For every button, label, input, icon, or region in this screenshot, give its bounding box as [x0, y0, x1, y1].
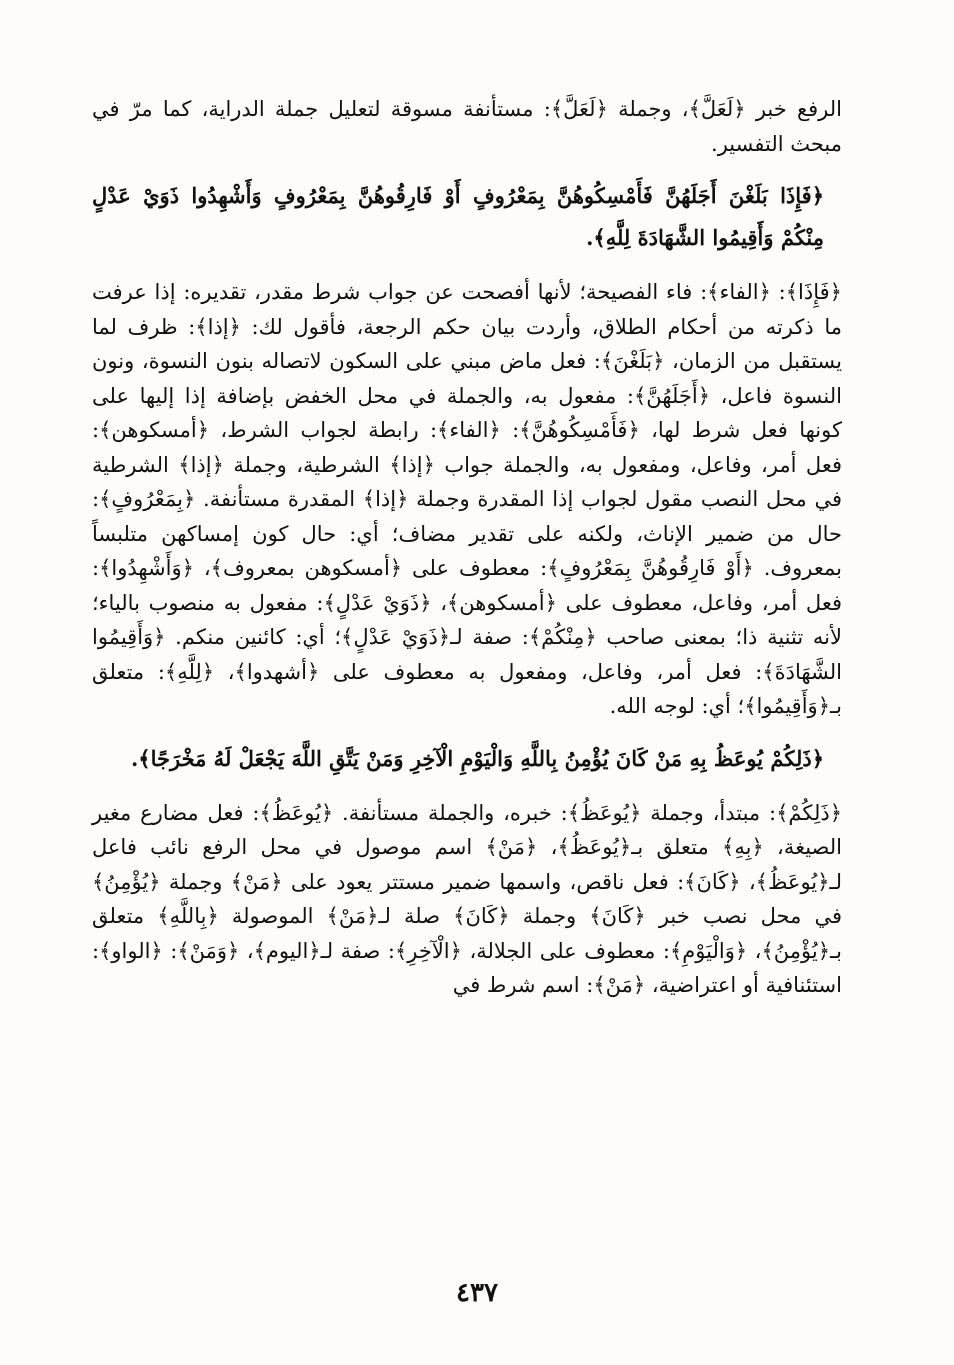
- paragraph-intro: الرفع خبر ﴿لَعَلَّ﴾، وجملة ﴿لَعَلَّ﴾: مستأنفة مسوقة لتعليل جملة الدراية، كما مرّ في مبحث التفسير.: [92, 97, 842, 156]
- verse-block-2: ﴿ذَلِكُمْ يُوعَظُ بِهِ مَنْ كَانَ يُؤْمِنُ بِاللَّهِ وَالْيَوْمِ الْآخِرِ وَمَنْ يَتَّقِ اللَّهَ يَجْعَلْ لَهُ مَخْرَجًا﴾.: [130, 745, 824, 771]
- paragraph-analysis-1: ﴿فَإِذَا﴾: ﴿الفاء﴾: فاء الفصيحة؛ لأنها أفصحت عن جواب شرط مقدر، تقديره: إذا عرفت ما ذكرته من أحكام الطلاق، وأردت بيان حكم الرجعة، فأقول لك: ﴿إذا﴾: ظرف لما يستقبل من الزمان، ﴿بَلَغْنَ﴾: فعل ماض مبني على السكون لاتصاله بنون النسوة، ونون النسوة فاعل، ﴿أَجَلَهُنَّ﴾: مفعول به، والجملة في محل الخفض بإضافة إذا إليها على كونها فعل شرط لها، ﴿فَأَمْسِكُوهُنَّ﴾: ﴿الفاء﴾: رابطة لجواب الشرط، ﴿أمسكوهن﴾: فعل أمر، وفاعل، ومفعول به، والجملة جواب ﴿إذا﴾ الشرطية، وجملة ﴿إذا﴾ الشرطية في محل النصب مقول لجواب إذا المقدرة وجملة ﴿إذا﴾ المقدرة مستأنفة. ﴿بِمَعْرُوفٍ﴾: حال من ضمير الإناث، ولكنه على تقدير مضاف؛ أي: حال كون إمساكهن متلبساً بمعروف. ﴿أَوْ فَارِقُوهُنَّ بِمَعْرُوفٍ﴾: معطوف على ﴿أمسكوهن بمعروف﴾، ﴿وَأَشْهِدُوا﴾: فعل أمر، وفاعل، معطوف على ﴿أمسكوهن﴾، ﴿ذَوَيْ عَدْلٍ﴾: مفعول به منصوب بالياء؛ لأنه تثنية ذا؛ بمعنى صاحب ﴿مِنْكُمْ﴾: صفة لـ﴿ذَوَيْ عَدْلٍ﴾؛ أي: كائنين منكم. ﴿وَأَقِيمُوا الشَّهَادَةَ﴾: فعل أمر، وفاعل، ومفعول به معطوف على ﴿أشهدوا﴾، ﴿لِلَّهِ﴾: متعلق بـ﴿وَأَقِيمُوا﴾؛ أي: لوجه الله.: [92, 280, 842, 718]
- verse-block-1: ﴿فَإِذَا بَلَغْنَ أَجَلَهُنَّ فَأَمْسِكُوهُنَّ بِمَعْرُوفٍ أَوْ فَارِقُوهُنَّ بِمَعْرُوفٍ وَأَشْهِدُوا ذَوَيْ عَدْلٍ مِنْكُمْ وَأَقِيمُوا الشَّهَادَةَ لِلَّهِ﴾.: [92, 183, 824, 250]
- page-number: ٤٣٧: [456, 1278, 498, 1308]
- paragraph-analysis-2: ﴿ذَلِكُمْ﴾: مبتدأ، وجملة ﴿يُوعَظُ﴾: خبره، والجملة مستأنفة. ﴿يُوعَظُ﴾: فعل مضارع مغير الصيغة، ﴿بِهِ﴾ متعلق بـ﴿يُوعَظُ﴾، ﴿مَنْ﴾ اسم موصول في محل الرفع نائب فاعل لـ﴿يُوعَظُ﴾، ﴿كَانَ﴾: فعل ناقص، واسمها ضمير مستتر يعود على ﴿مَنْ﴾ وجملة ﴿يُؤْمِنُ﴾ في محل نصب خبر ﴿كَانَ﴾ وجملة ﴿كَانَ﴾ صلة لـ﴿مَنْ﴾ الموصولة ﴿بِاللَّهِ﴾ متعلق بـ﴿يُؤْمِنُ﴾، ﴿وَالْيَوْمِ﴾: معطوف على الجلالة، ﴿الْآخِرِ﴾: صفة لـ﴿اليوم﴾، ﴿وَمَنْ﴾: ﴿الواو﴾: استئنافية أو اعتراضية، ﴿مَنْ﴾: اسم شرط في: [92, 800, 842, 997]
